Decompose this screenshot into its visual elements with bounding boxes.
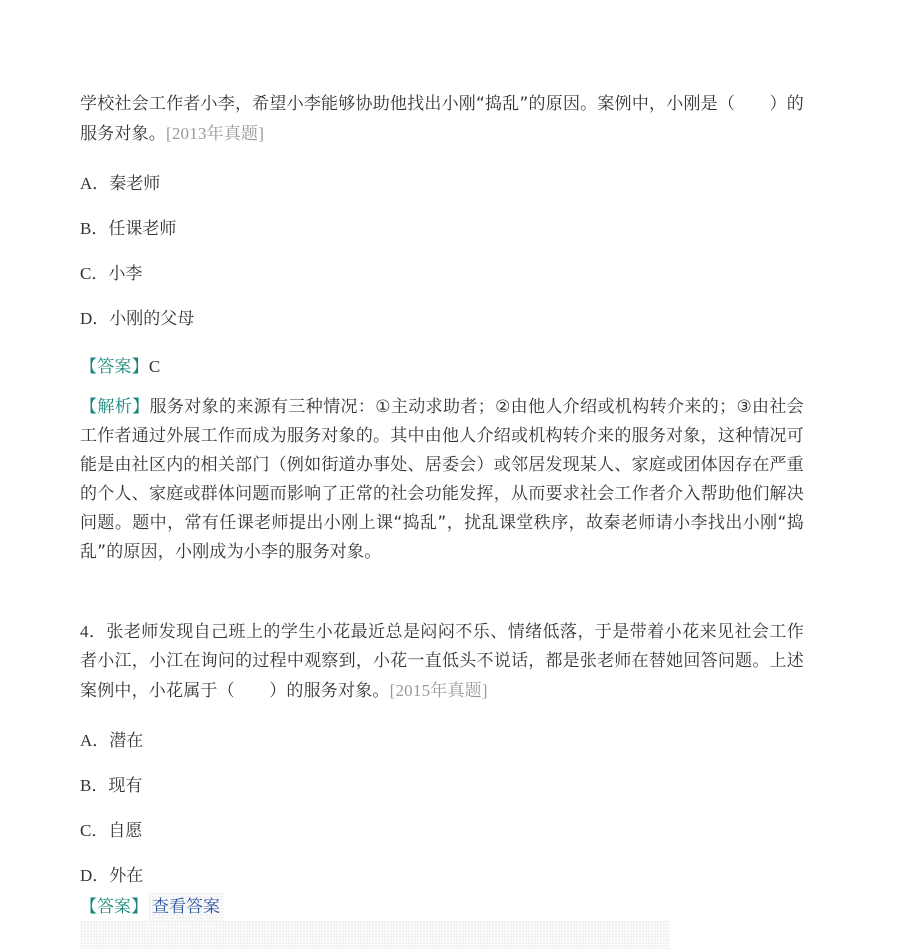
question-4-options	[80, 718, 804, 898]
question-3-stem-text: 学校社会工作者小李，希望小李能够协助他找出小刚“捣乱”的原因。案例中，小刚是（ ）的服务对象。	[80, 94, 804, 144]
option-letter: B．	[80, 219, 109, 238]
question-3-answer	[80, 344, 804, 389]
option-text: 任课老师	[108, 219, 177, 239]
question-3-option-b	[80, 206, 804, 251]
option-text: 秦老师	[109, 174, 161, 194]
question-4-number: 4．	[80, 622, 107, 641]
answer-label: 【答案】	[80, 357, 149, 377]
option-letter: A．	[80, 731, 110, 750]
question-4-stem	[80, 617, 804, 706]
hidden-answer-mask[interactable]	[80, 921, 670, 949]
question-4-stem-text: 张老师发现自己班上的学生小花最近总是闷闷不乐、情绪低落，于是带着小花来见社会工作者小江，小江在询问的过程中观察到，小花一直低头不说话，都是张老师在替她回答问题。上述案例中，小花属于（ ）的服务对象。	[80, 622, 805, 701]
answer-label: 【答案】	[80, 897, 148, 917]
option-letter: D．	[80, 866, 110, 885]
analysis-text: 服务对象的来源有三种情况：①主动求助者；②由他人介绍或机构转介来的；③由社会工作者通过外展工作而成为服务对象的。其中由他人介绍或机构转介来的服务对象，这种情况可能是由社区内的相关部门（例如街道办事处、居委会）或邻居发现某人、家庭或团体因存在严重的个人、家庭或群体问题而影响了正常的社会功能发挥，从而要求社会工作者介入帮助他们解决问题。题中，常有任课老师提出小刚上课“捣乱”，扰乱课堂秩序，故秦老师请小李找出小刚“捣乱”的原因，小刚成为小李的服务对象。	[80, 397, 804, 562]
option-text: 外在	[109, 866, 144, 886]
option-letter: C．	[80, 264, 109, 283]
option-letter: D．	[80, 309, 110, 328]
question-4-year-tag: [2015年真题]	[389, 681, 488, 700]
answer-value: C	[148, 357, 161, 376]
question-3-option-d	[80, 296, 804, 341]
option-letter: C．	[80, 821, 109, 840]
question-3-option-c	[80, 251, 804, 296]
question-4-answer-reveal	[80, 893, 804, 923]
question-4-option-b	[80, 763, 804, 808]
option-letter: B．	[80, 776, 109, 795]
option-text: 小李	[108, 264, 143, 284]
document-content	[80, 90, 804, 898]
option-text: 自愿	[108, 821, 143, 841]
analysis-label: 【解析】	[80, 397, 150, 417]
option-text: 现有	[108, 776, 143, 796]
question-3-options	[80, 161, 804, 341]
reveal-answer-link[interactable]: 查看答案	[148, 893, 224, 921]
option-letter: A．	[80, 174, 110, 193]
question-3-stem	[80, 90, 804, 149]
option-text: 潜在	[109, 731, 144, 751]
question-3-year-tag: [2013年真题]	[166, 124, 265, 143]
question-3-option-a	[80, 161, 804, 206]
option-text: 小刚的父母	[109, 309, 195, 329]
question-3-analysis	[80, 393, 804, 567]
question-4-option-a	[80, 718, 804, 763]
question-4-option-d	[80, 853, 804, 898]
question-4-option-c	[80, 808, 804, 853]
